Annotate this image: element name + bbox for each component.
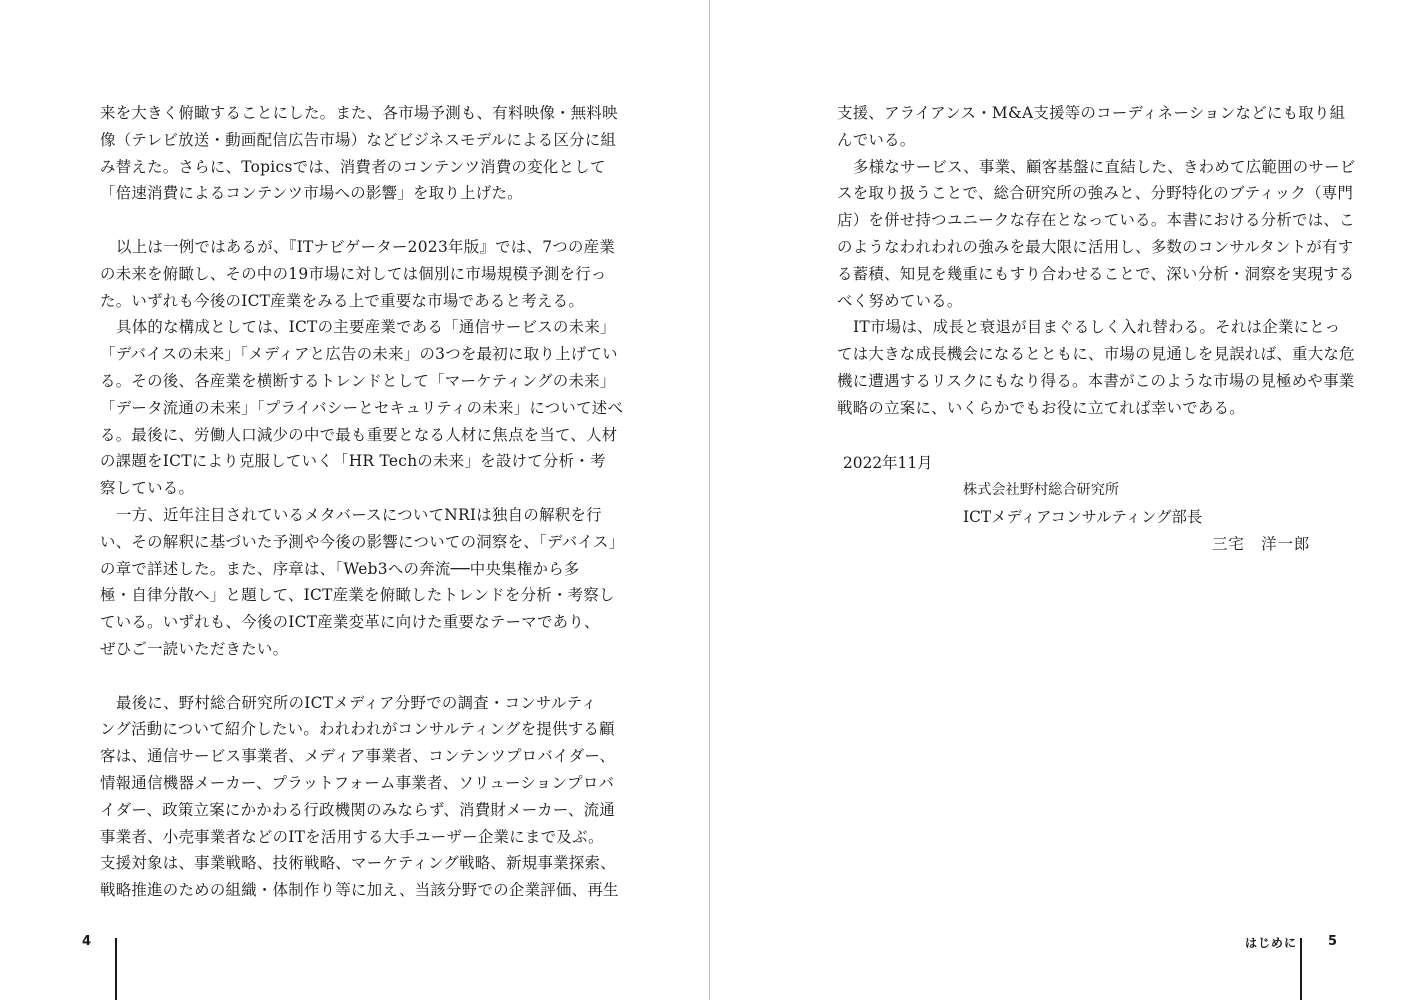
text-line: べく努めている。 — [837, 291, 963, 310]
text-line: 来を大きく俯瞰することにした。また、各市場予測も、有料映像・無料映 — [100, 104, 618, 122]
page-number-right: 5 — [1328, 934, 1338, 949]
text-line: 以上は一例ではあるが、『ITナビゲーター2023年版』では、7つの産業 — [116, 237, 616, 256]
right-page — [709, 0, 1416, 1000]
text-line: た。いずれも今後のICT産業をみる上で重要な市場であると考える。 — [100, 291, 585, 310]
text-line: のようなわれわれの強みを最大限に活用し、多数のコンサルタントが有す — [837, 237, 1354, 256]
footer-rule — [1300, 938, 1302, 1000]
text-line: 具体的な構成としては、ICTの主要産業である「通信サービスの未来」 — [116, 318, 616, 337]
text-line: 支援対象は、事業戦略、技術戦略、マーケティング戦略、新規事業探索、 — [100, 854, 616, 873]
text-line: る。最後に、労働人口減少の中で最も重要となる人材に焦点を当て、人材 — [100, 425, 618, 444]
text-line: 店）を併せ持つユニークな存在となっている。本書における分析では、こ — [837, 211, 1355, 230]
page-number-left: 4 — [82, 934, 92, 949]
text-line: み替えた。さらに、Topicsでは、消費者のコンテンツ消費の変化として — [100, 157, 606, 176]
right-body-text — [837, 100, 1356, 422]
signature-date: 2022年11月 — [843, 454, 933, 472]
left-body-text — [100, 100, 625, 904]
text-line: る。その後、各産業を横断するトレンドとして「マーケティングの未来」 — [100, 371, 616, 390]
text-line: 戦略の立案に、いくらかでもお役に立てれば幸いである。 — [837, 398, 1245, 417]
text-line: ぜひご一読いただきたい。 — [100, 639, 289, 658]
text-line: 「倍速消費によるコンテンツ市場への影響」を取り上げた。 — [100, 184, 523, 203]
text-line: る蓄積、知見を幾重にもすり合わせることで、深い分析・洞察を実現する — [837, 264, 1355, 283]
signature-department: ICTメディアコンサルティング部長 — [963, 508, 1203, 526]
text-line: 客は、通信サービス事業者、メディア事業者、コンテンツプロバイダー、 — [100, 747, 616, 766]
text-line: 像（テレビ放送・動画配信広告市場）などビジネスモデルによる区分に組 — [100, 130, 617, 149]
text-line: 極・自律分散へ」と題して、ICT産業を俯瞰したトレンドを分析・考察し — [100, 586, 615, 605]
text-line: IT市場は、成長と衰退が目まぐるしく入れ替わる。それは企業にとっ — [853, 318, 1341, 337]
text-line: 支援、アライアンス・M&A支援等のコーディネーションなどにも取り組 — [837, 104, 1346, 122]
signature-company: 株式会社野村総合研究所 — [963, 482, 1120, 498]
text-line: ては大きな成長機会になるとともに、市場の見通しを見誤れば、重大な危 — [837, 345, 1355, 364]
text-line: 戦略推進のための組織・体制作り等に加え、当該分野での企業評価、再生 — [100, 881, 619, 900]
running-head: はじめに — [1245, 936, 1298, 950]
text-line: 事業者、小売事業者などのITを活用する大手ユーザー企業にまで及ぶ。 — [100, 827, 604, 846]
text-line: の章で詳述した。また、序章は、「Web3への奔流──中央集権から多 — [100, 559, 580, 578]
text-line: の未来を俯瞰し、その中の19市場に対しては個別に市場規模予測を行っ — [100, 264, 607, 283]
text-line: イダー、政策立案にかかわる行政機関のみならず、消費財メーカー、流通 — [100, 800, 616, 819]
text-line: 多様なサービス、事業、顧客基盤に直結した、きわめて広範囲のサービ — [853, 157, 1356, 176]
text-line: の課題をICTにより克服していく「HR Techの未来」を設けて分析・考 — [100, 452, 606, 471]
footer-rule — [115, 938, 117, 1000]
text-line: 「データ流通の未来」「プライバシーとセキュリティの未来」について述べ — [100, 398, 624, 417]
paragraph-gap — [100, 207, 595, 234]
text-line: 機に遭遇するリスクにもなり得る。本書がこのような市場の見極めや事業 — [837, 371, 1355, 390]
text-line: ている。いずれも、今後のICT産業変革に向けた重要なテーマであり、 — [100, 613, 600, 632]
text-line: 情報通信機器メーカー、プラットフォーム事業者、ソリューションプロバ — [100, 773, 615, 792]
text-line: い、その解釈に基づいた予測や今後の影響についての洞察を、「デバイス」 — [100, 532, 625, 551]
signature-name: 三宅 洋一郎 — [1212, 535, 1311, 553]
text-line: 「デバイスの未来」「メディアと広告の未来」の3つを最初に取り上げてい — [100, 345, 618, 364]
text-line: ング活動について紹介したい。われわれがコンサルティングを提供する顧 — [100, 720, 615, 739]
text-line: スを取り扱うことで、総合研究所の強みと、分野特化のブティック（専門 — [837, 184, 1354, 203]
text-line: 察している。 — [100, 479, 195, 498]
text-line: んでいる。 — [837, 130, 916, 149]
text-line: 最後に、野村総合研究所のICTメディア分野での調査・コンサルティ — [116, 693, 597, 712]
text-line: 一方、近年注目されているメタバースについてNRIは独自の解釈を行 — [116, 505, 602, 524]
paragraph-gap — [100, 663, 595, 690]
